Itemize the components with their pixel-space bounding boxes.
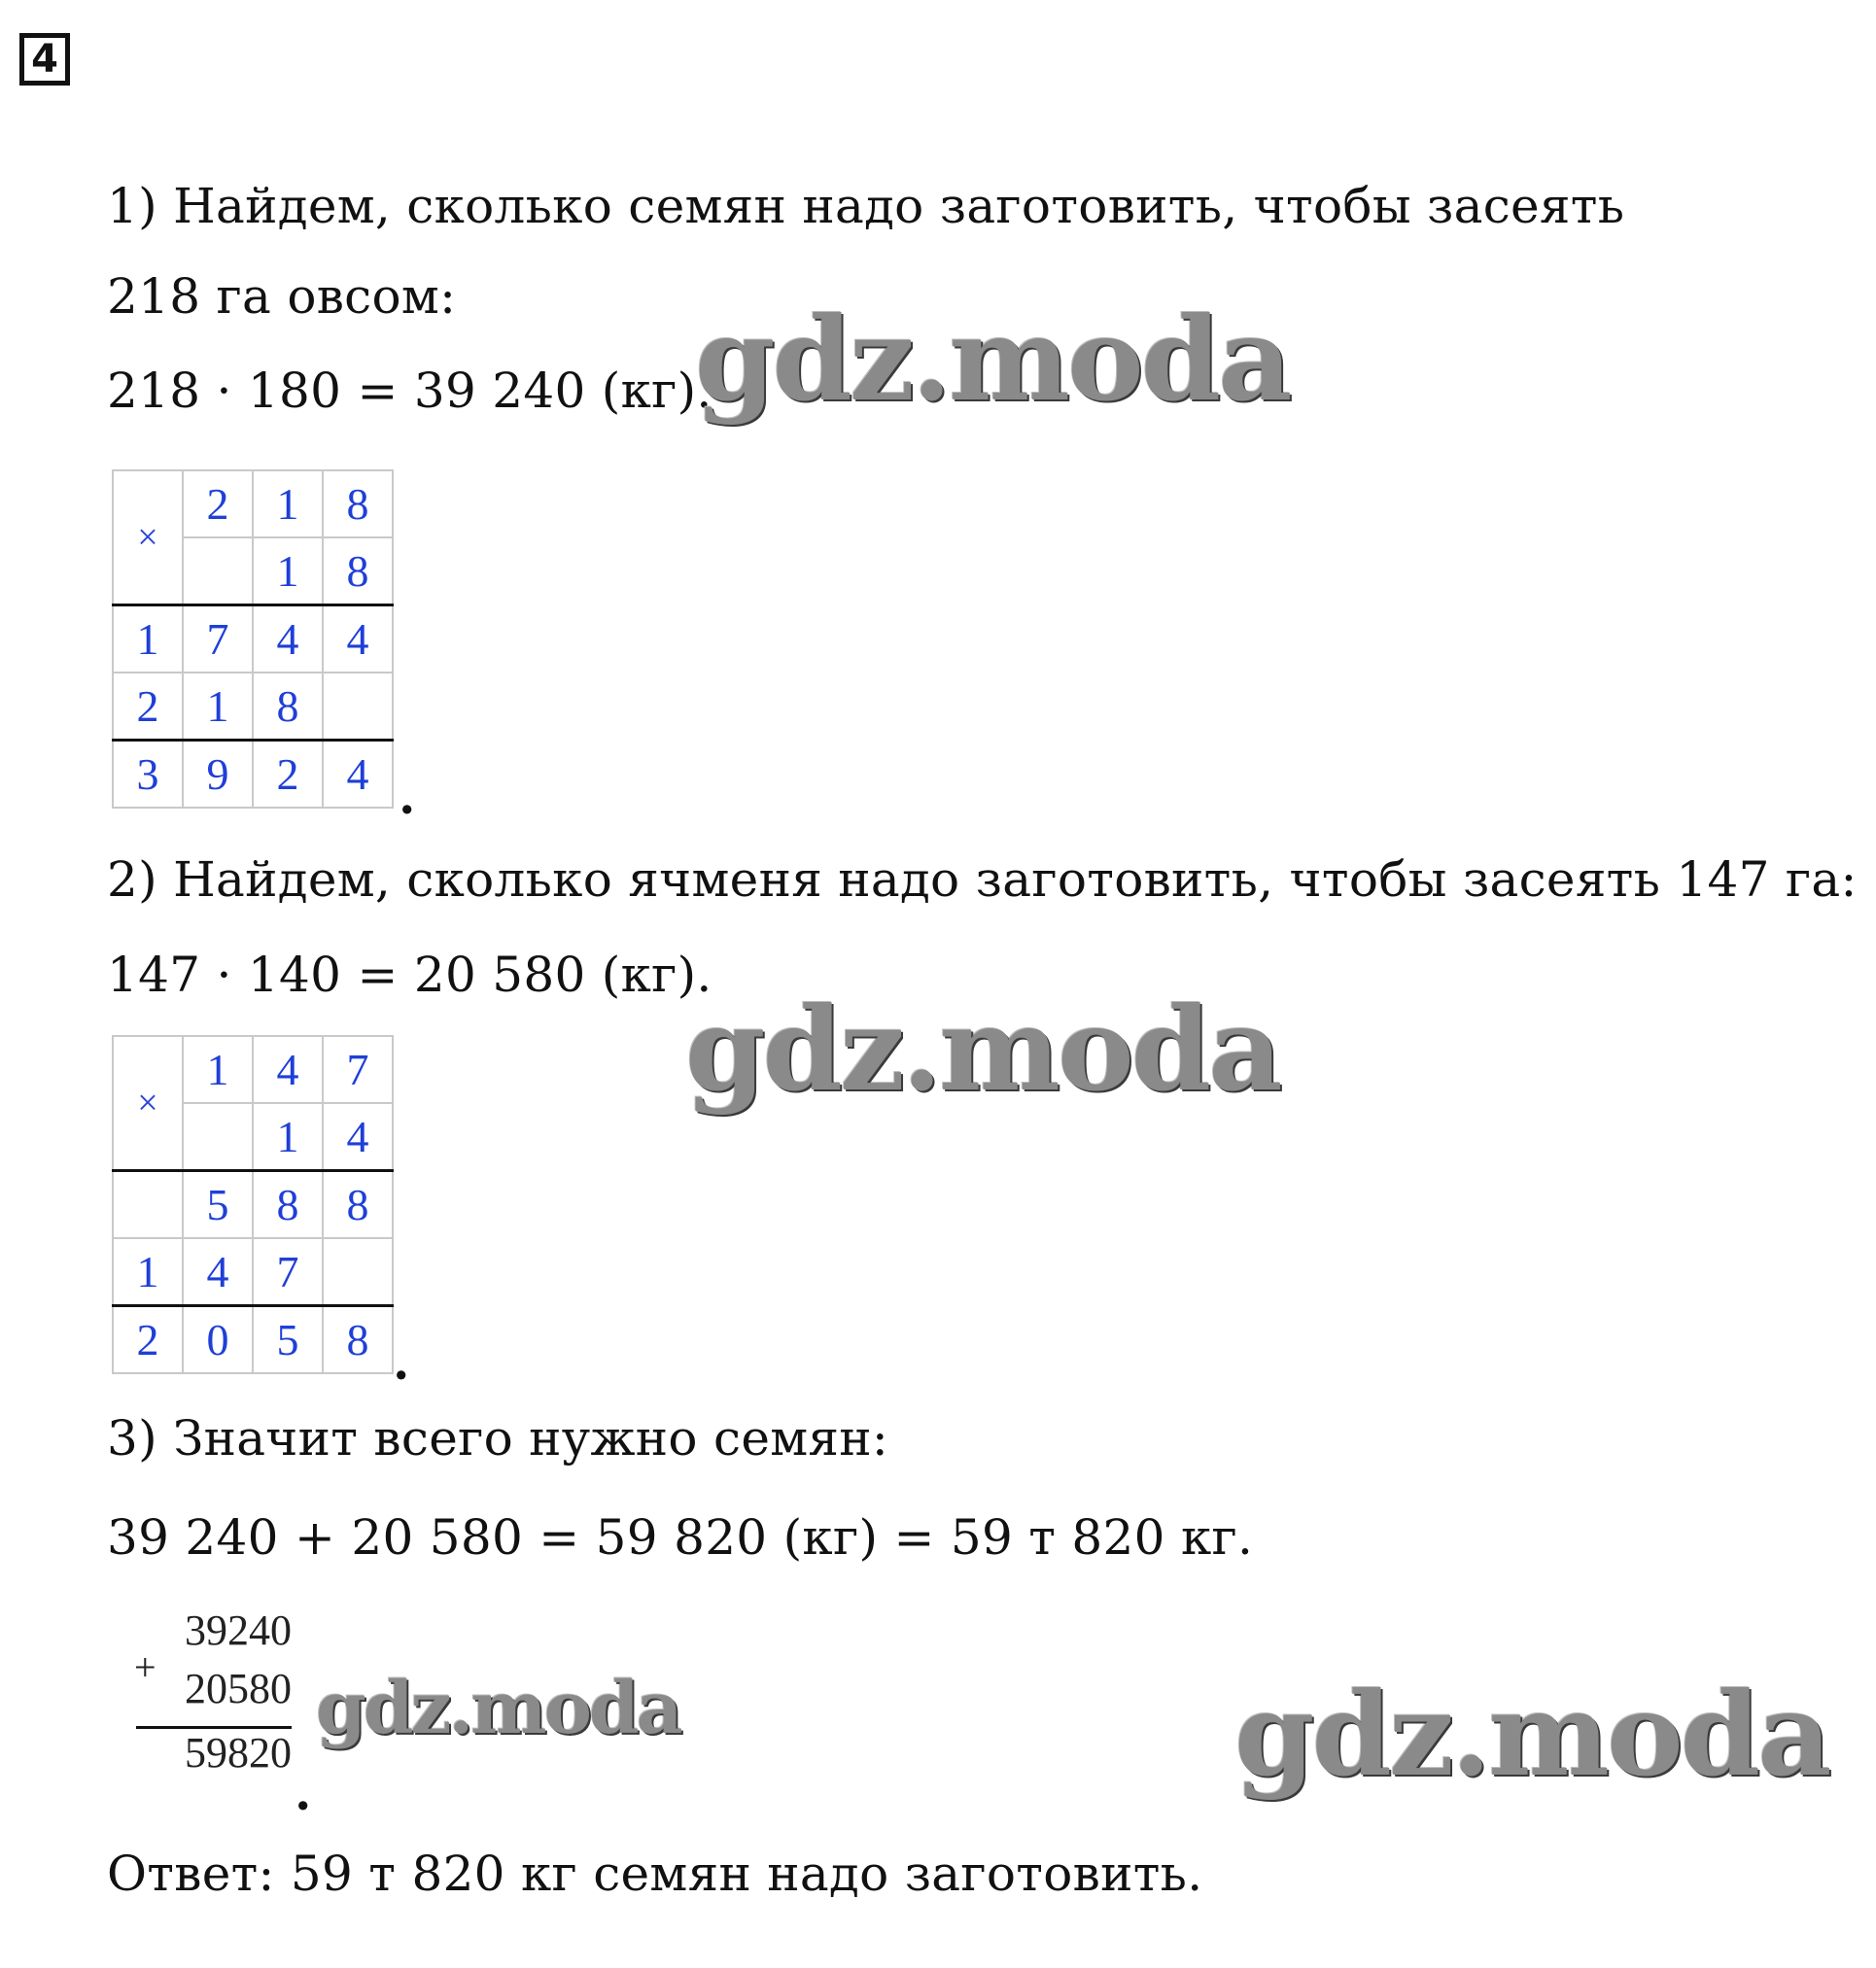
table-cell: 4 (253, 1036, 323, 1103)
sum-result: 59820 (185, 1729, 292, 1777)
watermark-logo: gdz.moda (685, 982, 1280, 1117)
addend-1: 39240 (185, 1606, 292, 1654)
watermark-logo: gdz.moda (695, 292, 1290, 427)
table-cell: 8 (253, 673, 323, 741)
addend-2: 20580 (185, 1665, 292, 1712)
table-cell: 4 (323, 741, 393, 809)
step2-line1: 2) Найдем, сколько ячменя надо заготовить, чтобы засеять 147 га: (107, 851, 1858, 908)
table-cell: 4 (183, 1238, 253, 1306)
table-cell: 2 (183, 470, 253, 537)
table-cell: 5 (253, 1306, 323, 1374)
table-cell: 7 (323, 1036, 393, 1103)
table-cell: 2 (253, 741, 323, 809)
sum-rule (136, 1726, 292, 1729)
table-cell: 5 (183, 1171, 253, 1239)
multiply-sign: × (113, 470, 183, 605)
table-cell: 2 (113, 1306, 183, 1374)
period-mark: . (295, 1764, 312, 1821)
plus-sign: + (134, 1645, 156, 1689)
column-addition (126, 1602, 292, 1782)
table-cell: 1 (113, 1238, 183, 1306)
table-cell (323, 1238, 393, 1306)
table-cell (183, 537, 253, 605)
step3-line1: 3) Значит всего нужно семян: (107, 1410, 889, 1467)
watermark-logo: gdz.moda (316, 1667, 680, 1750)
step2-equation: 147 · 140 = 20 580 (кг). (107, 947, 712, 1003)
table-cell: 7 (253, 1238, 323, 1306)
answer-line: Ответ: 59 т 820 кг семян надо заготовить. (107, 1846, 1203, 1902)
multiplication-table-2 (112, 1035, 394, 1374)
table-cell (323, 673, 393, 741)
table-cell: 8 (323, 470, 393, 537)
table-cell: 4 (323, 1103, 393, 1171)
table-cell: 1 (113, 605, 183, 673)
multiplication-table-1 (112, 469, 394, 809)
table-cell: 1 (253, 470, 323, 537)
multiply-sign: × (113, 1036, 183, 1171)
table-cell: 7 (183, 605, 253, 673)
table-cell: 0 (183, 1306, 253, 1374)
table-cell: 4 (253, 605, 323, 673)
table-cell: 8 (253, 1171, 323, 1239)
period-mark: . (393, 1333, 410, 1391)
step1-line1: 1) Найдем, сколько семян надо заготовить, чтобы засеять (107, 178, 1625, 234)
table-cell (113, 1171, 183, 1239)
watermark-logo: gdz.moda (1234, 1667, 1829, 1802)
table-cell: 1 (253, 537, 323, 605)
table-cell: 4 (323, 605, 393, 673)
table-cell: 2 (113, 673, 183, 741)
table-cell: 8 (323, 537, 393, 605)
table-cell (183, 1103, 253, 1171)
table-cell: 1 (183, 1036, 253, 1103)
step3-equation: 39 240 + 20 580 = 59 820 (кг) = 59 т 820 кг. (107, 1509, 1254, 1566)
table-cell: 8 (323, 1171, 393, 1239)
table-cell: 9 (183, 741, 253, 809)
table-cell: 8 (323, 1306, 393, 1374)
table-cell: 1 (253, 1103, 323, 1171)
table-cell: 1 (183, 673, 253, 741)
task-number-badge: 4 (19, 33, 70, 86)
table-cell: 3 (113, 741, 183, 809)
period-mark: . (399, 768, 416, 825)
step1-line2: 218 га овсом: (107, 268, 457, 325)
step1-equation: 218 · 180 = 39 240 (кг). (107, 363, 712, 419)
